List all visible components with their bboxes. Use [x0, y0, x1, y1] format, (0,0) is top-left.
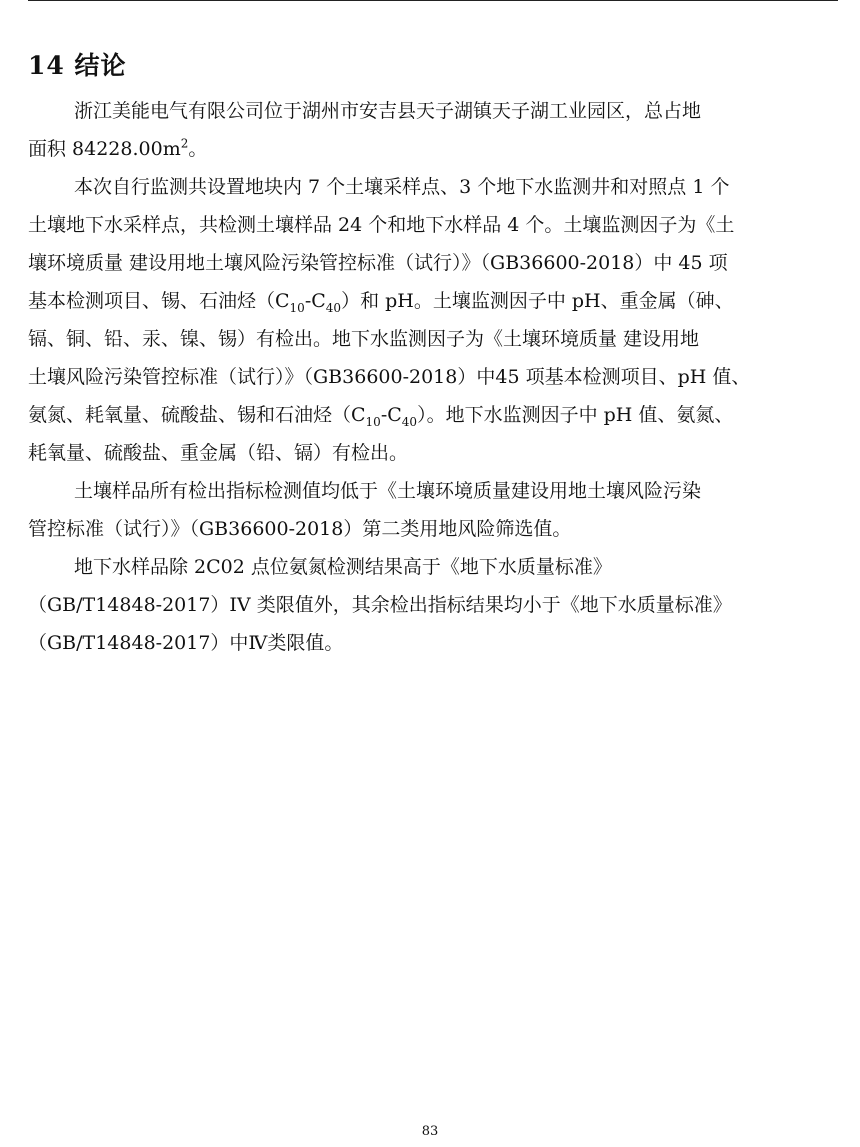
text-segment: ）。地下水监测因子中 pH 值、氨氮、 — [417, 404, 734, 426]
paragraph-4-line-1: 地下水样品除 2C02 点位氨氮检测结果高于《地下水质量标准》 — [74, 556, 612, 578]
text-segment: -C — [380, 404, 402, 426]
text-segment: 氨氮、耗氧量、硫酸盐、锡和石油烃（C — [28, 404, 366, 426]
text-segment: 基本检测项目、锡、石油烃（C — [28, 290, 290, 312]
paragraph-3-line-1: 土壤样品所有检出指标检测值均低于《土壤环境质量建设用地土壤风险污染 — [74, 480, 702, 502]
paragraph-4-line-3: （GB/T14848-2017）中Ⅳ类限值。 — [28, 632, 344, 654]
area-unit-exponent: 2 — [180, 136, 189, 151]
header-rule — [28, 0, 838, 1]
conclusion-body — [28, 92, 828, 662]
paragraph-2-line-4 — [28, 282, 828, 320]
section-heading: 14 结论 — [28, 51, 127, 80]
paragraph-4-line-2: （GB/T14848-2017）IV 类限值外，其余检出指标结果均小于《地下水质量标准》 — [28, 594, 732, 616]
subscript: 40 — [325, 300, 342, 315]
paragraph-2-line-5: 镉、铜、铅、汞、镍、锡）有检出。地下水监测因子为《土壤环境质量 建设用地 — [28, 328, 700, 350]
paragraph-1-line-1: 浙江美能电气有限公司位于湖州市安吉县天子湖镇天子湖工业园区，总占地 — [74, 100, 702, 122]
page-number: 83 — [421, 1124, 439, 1139]
paragraph-2-line-2: 土壤地下水采样点，共检测土壤样品 24 个和地下水样品 4 个。土壤监测因子为《土 — [28, 214, 735, 236]
subscript: 40 — [401, 414, 418, 429]
text-segment: ）和 pH。土壤监测因子中 pH、重金属（砷、 — [341, 290, 734, 312]
site-area-text: 面积 84228.00m — [28, 138, 181, 160]
paragraph-2-line-3: 壤环境质量 建设用地土壤风险污染管控标准（试行）》（GB36600-2018）中 45 项 — [28, 252, 728, 274]
paragraph-1-line-2 — [28, 130, 828, 168]
paragraph-2-line-7 — [28, 396, 828, 434]
subscript: 10 — [365, 414, 381, 429]
paragraph-3-line-2: 管控标准（试行）》（GB36600-2018）第二类用地风险筛选值。 — [28, 518, 572, 540]
text-segment: -C — [304, 290, 326, 312]
paragraph-2-line-6: 土壤风险污染管控标准（试行）》（GB36600-2018）中45 项基本检测项目、pH 值、 — [28, 366, 751, 388]
paragraph-2-line-8: 耗氧量、硫酸盐、重金属（铅、镉）有检出。 — [28, 442, 409, 464]
paragraph-2-line-1: 本次自行监测共设置地块内 7 个土壤采样点、3 个地下水监测井和对照点 1 个 — [74, 176, 730, 198]
sentence-end-mark: 。 — [188, 138, 208, 160]
subscript: 10 — [289, 300, 305, 315]
